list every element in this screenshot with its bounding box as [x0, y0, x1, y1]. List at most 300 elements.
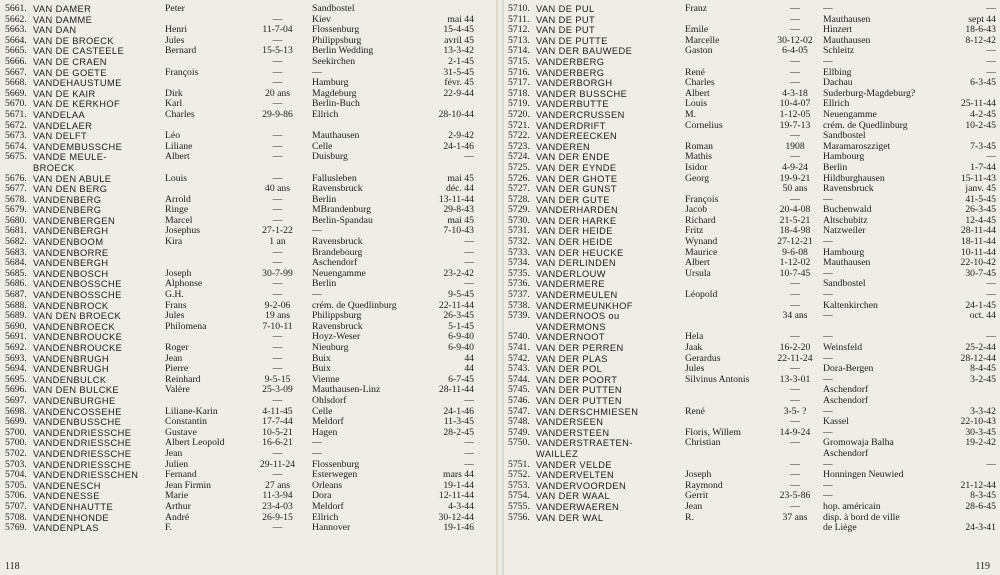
birth-date: —: [790, 459, 800, 470]
date-of-death: 9-5-45: [448, 290, 474, 301]
entry-number: 5684.: [5, 258, 27, 269]
entry-number: 5696.: [5, 385, 27, 396]
place-of-death: Philippsburg: [312, 35, 362, 46]
surname: VAN DER POORT: [536, 374, 618, 385]
date-of-death: 2-9-42: [448, 131, 474, 142]
entry-number: 5675.: [5, 152, 27, 163]
date-of-death: 12-11-44: [438, 491, 474, 502]
date-of-death: 8-4-45: [970, 364, 996, 375]
register-row: [504, 89, 1000, 100]
register-row: [0, 417, 496, 428]
entry-number: 5753.: [508, 480, 530, 491]
birth-date: —: [790, 56, 800, 67]
page-number: 118: [5, 561, 20, 572]
birth-date: 27-1-22: [262, 226, 293, 237]
entry-number: 5740.: [508, 332, 530, 343]
register-row: [504, 78, 1000, 89]
surname: VAN DE KAIR: [33, 88, 96, 99]
date-of-death: 31-5-45: [443, 67, 474, 78]
place-of-death: —: [823, 374, 833, 385]
register-row: [0, 89, 496, 100]
birth-date: —: [790, 364, 800, 375]
first-name: Julien: [165, 459, 189, 470]
surname: VAN DE PUT: [536, 14, 596, 25]
place-of-death: Vienne: [312, 374, 340, 385]
birth-date: 22-11-24: [777, 353, 813, 364]
surname: VAN DE PUT: [536, 25, 596, 36]
first-name: Gustave: [165, 427, 197, 438]
date-of-death: 41-5-45: [965, 194, 996, 205]
register-row: [504, 332, 1000, 343]
birth-date: —: [272, 131, 283, 142]
place-of-death: —: [312, 448, 322, 459]
surname: VANDERCRUSSEN: [536, 109, 625, 120]
entry-number: 5738.: [508, 300, 530, 311]
place-of-death: Honningen Neuwied: [823, 470, 904, 481]
birth-date: —: [790, 279, 800, 290]
register-row: [504, 311, 1000, 322]
place-of-death: Aschendorf: [823, 385, 869, 396]
place-of-death: Sandbostel: [823, 279, 866, 290]
entry-number: 5687.: [5, 290, 27, 301]
date-of-death: —: [986, 290, 996, 301]
register-row: [504, 121, 1000, 132]
surname: VAN DAN: [33, 25, 77, 36]
place-of-death: Meldorf: [312, 501, 344, 512]
first-name: Joseph: [685, 470, 712, 481]
date-of-death: 18-6-43: [965, 25, 996, 36]
birth-date: —: [272, 215, 283, 226]
birth-date: 10-7-45: [779, 268, 811, 279]
place-of-death: Kiev: [312, 14, 331, 25]
book-gutter: [496, 0, 504, 575]
birth-date: 21-5-21: [779, 215, 811, 226]
entry-number: 5699.: [5, 417, 27, 428]
surname: VANDER VELDE: [536, 459, 612, 470]
place-of-death: Sandbostel: [312, 4, 355, 14]
place-of-death: de Liège: [823, 523, 857, 534]
first-name: Raymond: [685, 480, 723, 491]
entry-number: 5667.: [5, 67, 27, 78]
first-name: Wynand: [685, 237, 718, 248]
register-row: [504, 248, 1000, 259]
date-of-death: —: [986, 152, 996, 163]
place-of-death: —: [823, 194, 833, 205]
register-row: [0, 174, 496, 185]
register-row: [0, 311, 496, 322]
entry-number: 5666.: [5, 56, 27, 67]
surname: VAN DER WAAL: [536, 491, 611, 502]
register-row: [504, 205, 1000, 216]
birth-date: —: [272, 152, 283, 163]
birth-date: 1908: [785, 141, 805, 152]
birth-date: 1-12-02: [779, 258, 811, 269]
birth-date: 16-2-20: [779, 343, 811, 353]
date-of-death: 4-2-45: [970, 109, 996, 120]
birth-date: —: [272, 56, 283, 67]
register-row: [504, 237, 1000, 248]
birth-date: —: [272, 470, 283, 481]
register-row: [0, 195, 496, 206]
birth-date: —: [272, 141, 283, 152]
place-of-death: Hoyz-Weser: [312, 332, 361, 343]
first-name: M.: [685, 109, 697, 120]
first-name: Jaak: [685, 343, 703, 353]
register-row: [0, 438, 496, 449]
date-of-death: 6-9-40: [448, 343, 474, 353]
place-of-death: Ravensbruck: [312, 321, 363, 332]
entry-number: 5693.: [5, 353, 27, 364]
entry-number: 5729.: [508, 205, 530, 216]
entry-number: 5664.: [5, 35, 27, 46]
date-of-death: 28-2-45: [443, 427, 474, 438]
birth-date: —: [272, 205, 283, 216]
entry-number: 5718.: [508, 88, 530, 99]
first-name: Ringe: [165, 205, 189, 216]
date-of-death: 24-1-46: [443, 141, 474, 152]
date-of-death: 30-3-45: [965, 427, 996, 438]
register-row: [0, 385, 496, 396]
register-row: [0, 375, 496, 386]
birth-date: 10-4-07: [779, 99, 811, 110]
surname: VAN DE CRAEN: [33, 56, 107, 67]
place-of-death: Ohlsdorf: [312, 395, 347, 406]
surname: VAN DER HEIDE: [536, 226, 613, 237]
birth-date: 37 ans: [782, 512, 808, 523]
birth-date: —: [272, 247, 283, 258]
register-row: [0, 25, 496, 36]
date-of-death: 44: [464, 364, 474, 375]
birth-date: —: [272, 78, 283, 89]
surname: VAN DER POL: [536, 364, 603, 375]
place-of-death: —: [823, 237, 833, 248]
birth-date: 16-6-21: [262, 438, 293, 449]
date-of-death: 26-3-45: [965, 205, 996, 216]
entry-number: 5749.: [508, 427, 530, 438]
page-number: 119: [975, 561, 990, 572]
surname: VAN DE GOETE: [33, 67, 107, 78]
register-row: [0, 226, 496, 237]
register-row: [504, 375, 1000, 386]
first-name: Jacob: [685, 205, 708, 216]
surname: VANDENCOSSEHE: [33, 406, 122, 417]
place-of-death: Hambourg: [823, 152, 865, 163]
date-of-death: 11-3-45: [443, 417, 474, 428]
date-of-death: —: [986, 459, 996, 470]
date-of-death: —: [986, 332, 996, 343]
entry-number: 5754.: [508, 491, 530, 502]
date-of-death: 22-10-42: [960, 258, 996, 269]
surname: VANDENBERGEN: [33, 215, 116, 226]
place-of-death: MBrandenburg: [312, 205, 372, 216]
place-of-death: Buix: [312, 353, 331, 364]
register-row: [0, 248, 496, 259]
entry-number: 5662.: [5, 14, 27, 25]
register-row: [0, 332, 496, 343]
date-of-death: 6-9-40: [448, 332, 474, 343]
entry-number: 5726.: [508, 173, 530, 184]
surname: VANDERSEEN: [536, 417, 604, 428]
place-of-death: —: [823, 56, 833, 67]
surname: VANDENDRIESSCHE: [33, 438, 132, 449]
date-of-death: avril 45: [444, 35, 474, 46]
date-of-death: 1-7-44: [970, 162, 996, 173]
entry-number: 5724.: [508, 152, 530, 163]
birth-date: 3-5- ?: [783, 406, 807, 417]
surname: VAN DELFT: [33, 131, 88, 142]
surname: VANDE MEULE-: [33, 152, 107, 163]
entry-number: 5735.: [508, 268, 530, 279]
entry-number: 5672.: [5, 120, 27, 131]
register-row: [0, 523, 496, 534]
surname: VAN DE PUL: [536, 4, 595, 14]
entry-number: 5663.: [5, 25, 27, 36]
date-of-death: 3-2-45: [970, 374, 996, 385]
register-row: [0, 131, 496, 142]
entry-number: 5707.: [5, 501, 27, 512]
surname: VANDENBROECK: [33, 321, 116, 332]
date-of-death: févr. 45: [444, 78, 474, 89]
entry-number: 5669.: [5, 88, 27, 99]
register-row: [504, 449, 1000, 460]
first-name: Joseph: [165, 268, 192, 279]
date-of-death: —: [464, 438, 474, 449]
surname: VANDERVELTEN: [536, 470, 615, 481]
place-of-death: Natzweiler: [823, 226, 866, 237]
register-row: [504, 491, 1000, 502]
birth-date: —: [790, 395, 800, 406]
surname: VANDENDRIESSCHEN: [33, 470, 139, 481]
date-of-death: 2-1-45: [448, 56, 474, 67]
first-name: Albert Leopold: [165, 438, 225, 449]
birth-date: —: [790, 131, 800, 142]
place-of-death: Esterwegen: [312, 470, 358, 481]
entry-number: 5682.: [5, 237, 27, 248]
entry-number: 5680.: [5, 215, 27, 226]
date-of-death: mai 45: [447, 215, 474, 226]
first-name: Karl: [165, 99, 183, 110]
surname: VANDELAER: [33, 120, 93, 131]
birth-date: 26-9-15: [262, 512, 293, 523]
birth-date: —: [790, 470, 800, 481]
date-of-death: 24-1-45: [965, 300, 996, 311]
surname: VANDEREN: [536, 141, 591, 152]
entry-number: 5706.: [5, 491, 27, 502]
first-name: Roman: [685, 141, 713, 152]
birth-date: —: [790, 300, 800, 311]
date-of-death: 10-11-44: [960, 247, 996, 258]
surname: VAN DE CASTEELE: [33, 46, 125, 57]
register-row: [0, 121, 496, 132]
register-row: [504, 152, 1000, 163]
surname: VAN DEN BROECK: [33, 311, 122, 322]
entry-number: 5743.: [508, 364, 530, 375]
surname: VANDENBOOM: [33, 237, 104, 248]
register-row: [504, 195, 1000, 206]
entry-number: 5677.: [5, 184, 27, 195]
register-row: [504, 57, 1000, 68]
surname: VANDELAA: [33, 109, 86, 120]
surname: VANDENBERGH: [33, 226, 109, 237]
entry-number: 5723.: [508, 141, 530, 152]
birth-date: —: [790, 480, 800, 491]
place-of-death: Berlin: [823, 162, 848, 173]
surname: VANDERDRIFT: [536, 120, 606, 131]
register-row: [504, 226, 1000, 237]
date-of-death: 21-12-44: [960, 480, 996, 491]
date-of-death: —: [464, 448, 474, 459]
surname: VANDENBERGH: [33, 258, 109, 269]
entry-number: 5725.: [508, 162, 530, 173]
entry-number: 5690.: [5, 321, 27, 332]
date-of-death: 3-3-42: [970, 406, 996, 417]
register-row: [0, 470, 496, 481]
register-row: [504, 25, 1000, 36]
first-name: Charles: [165, 109, 195, 120]
place-of-death: —: [823, 311, 833, 322]
place-of-death: Fallusleben: [312, 173, 357, 184]
date-of-death: 28-11-44: [438, 385, 474, 396]
surname: VANDERWAEREN: [536, 501, 620, 512]
birth-date: —: [790, 14, 800, 25]
first-name: Jean: [685, 501, 703, 512]
entry-number: 5736.: [508, 279, 530, 290]
entry-number: 5727.: [508, 184, 530, 195]
date-of-death: 15-4-45: [443, 25, 474, 36]
register-row: [504, 174, 1000, 185]
register-row: [0, 396, 496, 407]
entry-number: 5703.: [5, 459, 27, 470]
birth-date: —: [272, 99, 283, 110]
place-of-death: Ravensbruck: [312, 184, 363, 195]
entry-number: 5697.: [5, 395, 27, 406]
birth-date: —: [272, 395, 283, 406]
place-of-death: Celle: [312, 406, 333, 417]
date-of-death: 19-2-42: [965, 438, 996, 449]
first-name: Jules: [685, 364, 705, 375]
register-row: [0, 205, 496, 216]
first-name: Louis: [165, 173, 188, 184]
entry-number: 5714.: [508, 46, 530, 57]
surname: VANDERBORGH: [536, 78, 613, 89]
place-of-death: Kaltenkirchen: [823, 300, 878, 311]
register-row: [0, 142, 496, 153]
entry-number: 5730.: [508, 215, 530, 226]
birth-date: —: [790, 417, 800, 428]
place-of-death: —: [823, 268, 833, 279]
birth-date: 9-6-08: [782, 247, 808, 258]
birth-date: 20-4-08: [779, 205, 811, 216]
place-of-death: Mauthausen: [312, 131, 360, 142]
birth-date: 23-5-86: [779, 491, 811, 502]
surname: VANDENBOSSCHE: [33, 279, 122, 290]
register-row: [504, 385, 1000, 396]
place-of-death: Schleitz: [823, 46, 855, 57]
surname: VAN DEN ABULE: [33, 173, 112, 184]
date-of-death: 25-2-44: [965, 343, 996, 353]
birth-date: —: [272, 290, 283, 301]
place-of-death: Neuengamme: [823, 109, 877, 120]
entry-number: 5691.: [5, 332, 27, 343]
register-row: [0, 46, 496, 57]
register-row: [0, 269, 496, 280]
surname: VANDERHARDEN: [536, 205, 619, 216]
surname: VAN DE KERKHOF: [33, 99, 121, 110]
surname: VAN DER ENDE: [536, 152, 610, 163]
entry-number: 5668.: [5, 78, 27, 89]
place-of-death: Mauthausen: [823, 14, 871, 25]
surname: VAN DER PUTTEN: [536, 385, 623, 396]
place-of-death: Aschendorf: [823, 395, 869, 406]
place-of-death: Berlin: [312, 194, 337, 205]
place-of-death: Aschendorf: [312, 258, 358, 269]
register-row: [0, 428, 496, 439]
birth-date: 7-10-11: [262, 321, 293, 332]
register-row: [0, 301, 496, 312]
first-name: Jean: [165, 353, 183, 364]
place-of-death: Neuengamme: [312, 268, 366, 279]
date-of-death: 28-6-45: [965, 501, 996, 512]
birth-date: —: [272, 14, 283, 25]
register-row: [0, 290, 496, 301]
register-row: [0, 163, 496, 174]
surname: VAN DER GUTE: [536, 194, 610, 205]
register-row: [0, 491, 496, 502]
first-name: André: [165, 512, 190, 523]
first-name: Gerardus: [685, 353, 721, 364]
register-row: [0, 15, 496, 26]
surname: VANDENDRIESSCHE: [33, 459, 132, 470]
register-row: [504, 407, 1000, 418]
birth-date: 25-3-09: [262, 385, 293, 396]
place-of-death: Hildburghausen: [823, 173, 885, 184]
entry-number: 5695.: [5, 374, 27, 385]
birth-date: 30-12-02: [777, 35, 813, 46]
place-of-death: Berlin-Spandau: [312, 215, 373, 226]
birth-date: 9-2-06: [264, 300, 291, 311]
date-of-death: 22-10-43: [960, 417, 996, 428]
birth-date: —: [790, 501, 800, 512]
place-of-death: Ellbing: [823, 67, 852, 78]
birth-date: 11-3-94: [262, 491, 293, 502]
entry-number: 5711.: [508, 14, 530, 25]
surname: VAN DEN BERG: [33, 184, 108, 195]
birth-date: 19-9-21: [779, 173, 811, 184]
register-row: [0, 364, 496, 375]
surname: VAN DER PUTTEN: [536, 395, 623, 406]
surname: VANDERLOUW: [536, 268, 606, 279]
entry-number: 5688.: [5, 300, 27, 311]
entry-number: 5733.: [508, 247, 530, 258]
surname: VANDENDRIESSCHE: [33, 427, 132, 438]
birth-date: 13-3-01: [779, 374, 811, 385]
date-of-death: —: [464, 395, 474, 406]
place-of-death: Flossenburg: [312, 459, 360, 470]
place-of-death: Dachau: [823, 78, 853, 89]
date-of-death: 13-11-44: [438, 194, 474, 205]
register-row: [504, 269, 1000, 280]
place-of-death: —: [823, 427, 833, 438]
entry-number: 5698.: [5, 406, 27, 417]
first-name: Pierre: [165, 364, 189, 375]
surname: VAN DERSCHMIESEN: [536, 406, 639, 417]
date-of-death: 4-3-44: [448, 501, 474, 512]
first-name: Franz: [685, 4, 708, 14]
place-of-death: Kassel: [823, 417, 849, 428]
first-name: Kira: [165, 237, 183, 248]
first-name: François: [685, 194, 719, 205]
surname: VANDENESCH: [33, 480, 101, 491]
